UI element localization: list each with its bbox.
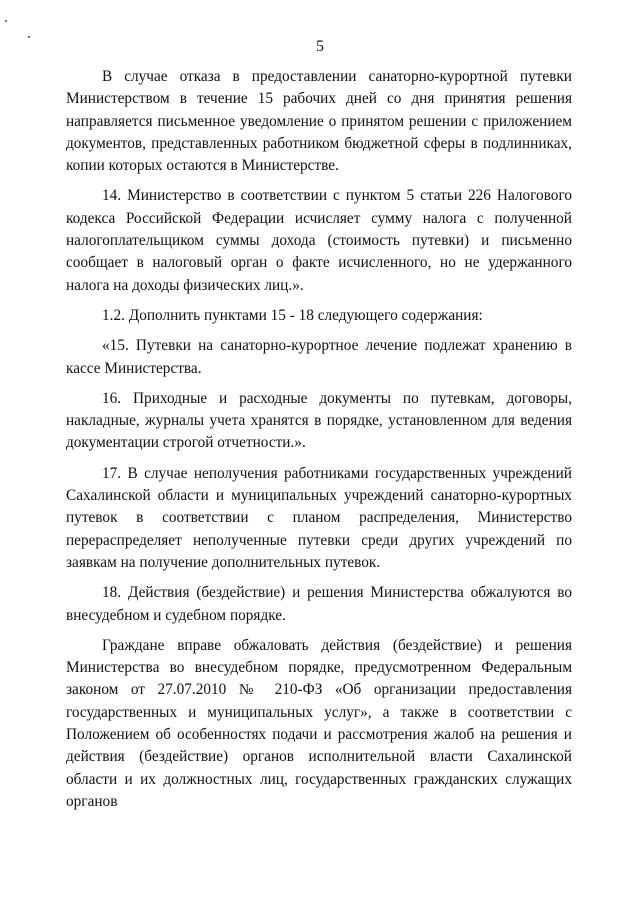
paragraph-refusal-notice: В случае отказа в предоставлении санаторно-курортной путевки Министерством в течение 15 рабочих дней со дня принятия решения направляется письменное уведомление о принятом решении с приложением документов, представленных работником бюджетной сферы в подлинниках, копии которых остаются в Министерстве. [66, 68, 572, 175]
paragraph-18-appeal: 18. Действия (бездействие) и решения Министерства обжалуются во внесудебном и судебном порядке. [66, 584, 572, 624]
scan-speck [5, 20, 7, 22]
paragraph-14-tax: 14. Министерство в соответствии с пунктом 5 статьи 226 Налогового кодекса Российской Федерации исчисляет сумму налога с полученной налогоплательщиком суммы дохода (стоимость путевки) и письменно сообщает в налоговый орган о факте исчисленного, но не удержанного налога на доходы физических лиц.». [66, 187, 572, 294]
page-number: 5 [316, 38, 324, 55]
paragraph-citizens-appeal: Граждане вправе обжаловать действия (бездействие) и решения Министерства во внесудебном порядке, предусмотренном Федеральным законом от 27.07.2010 № 210-ФЗ «Об организации предоставления государственных и муниципальных услуг», а также в соответствии с Положением об особенностях подачи и рассмотрения жалоб на решения и действия (бездействие) органов исполнительной власти Сахалинской области и их должностных лиц, государственных гражданских служащих органов [66, 636, 572, 810]
paragraph-1-2-amendment: 1.2. Дополнить пунктами 15 - 18 следующего содержания: [102, 306, 483, 324]
paragraph-17-redistribution: 17. В случае неполучения работниками государственных учреждений Сахалинской области и муниципальных учреждений санаторно-курортных путевок в соответствии с планом распределения, Министерство перераспределяет неполученные путевки среди других учреждений по заявкам на получение дополнительных путевок. [66, 464, 572, 571]
paragraph-16-documents: 16. Приходные и расходные документы по путевкам, договоры, накладные, журналы учета хранятся в порядке, установленном для ведения документации строгой отчетности.». [66, 389, 572, 452]
document-body [66, 66, 572, 821]
paragraph-15-storage: «15. Путевки на санаторно-курортное лечение подлежат хранению в кассе Министерства. [66, 337, 572, 377]
